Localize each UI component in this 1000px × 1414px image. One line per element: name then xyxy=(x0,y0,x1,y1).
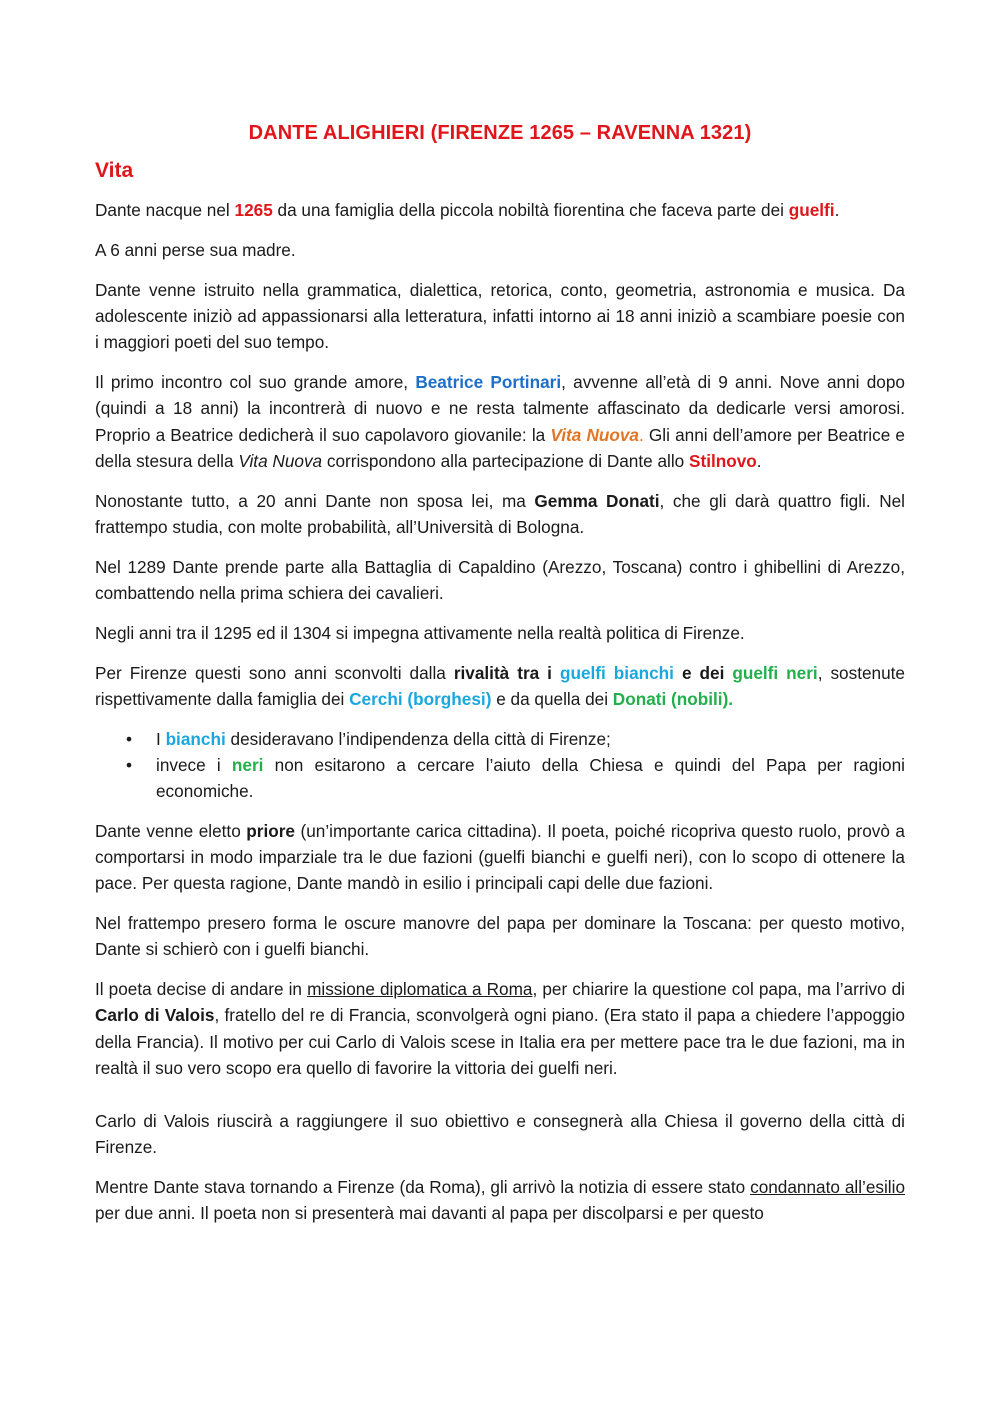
text-run: , per chiarire la questione col papa, ma l’arrivo di xyxy=(532,979,905,1000)
paragraph-carlo-outcome xyxy=(95,1108,905,1161)
family-donati: Donati (nobili). xyxy=(612,688,734,709)
text-run: Per Firenze questi sono anni sconvolti dalla xyxy=(95,662,454,683)
text-e-dei: e dei xyxy=(673,662,733,683)
text-run: e da quella dei xyxy=(491,688,613,709)
text-run: desideravano l’indipendenza della città di Firenze; xyxy=(225,728,611,749)
text-run: Il primo incontro col suo grande amore, xyxy=(95,371,416,392)
paragraph-beatrice xyxy=(95,369,905,474)
paragraph-battle: Nel 1289 Dante prende parte alla Battaglia di Capaldino (Arezzo, Toscana) contro i ghibellini di Arezzo, combattendo nella prima schiera dei cavalieri. xyxy=(95,556,905,604)
term-neri: neri xyxy=(231,755,264,776)
term-bianchi: bianchi xyxy=(165,728,226,749)
term-stilnovo: Stilnovo xyxy=(689,450,757,471)
text-run: invece i xyxy=(156,755,232,776)
text-run: Nonostante tutto, a 20 anni Dante non sposa lei, ma xyxy=(95,490,535,511)
term-rivalita: rivalità tra i xyxy=(453,662,552,683)
text-run xyxy=(552,663,560,683)
text-run: (un’importante carica cittadina). Il poeta, poiché ricopriva questo ruolo, provò a comportarsi in modo imparziale tra le due fazioni (guelfi bianchi e guelfi neri), con lo scopo di ottenere la pace. Per questa ragione, Dante mandò in esilio i principali capi delle due fazioni. xyxy=(95,820,905,894)
text-run: . xyxy=(834,200,840,220)
orange-period: . xyxy=(638,424,644,445)
phrase-condannato-esilio: condannato all’esilio xyxy=(750,1176,906,1197)
paragraph-education: Dante venne istruito nella grammatica, dialettica, retorica, conto, geometria, astronomia e musica. Da adolescente iniziò ad appassionarsi alla letteratura, infatti intorno ai 18 anni iniziò a scambiare poesie con i maggiori poeti del suo tempo. xyxy=(95,279,905,353)
list-item-bianchi xyxy=(95,726,905,752)
phrase-missione-diplomatica: missione diplomatica a Roma xyxy=(307,979,533,1000)
paragraph-priore xyxy=(95,818,905,897)
text-run: Mentre Dante stava tornando a Firenze (da Roma), gli arrivò la notizia di essere stato xyxy=(95,1176,751,1197)
family-cerchi: Cerchi (borghesi) xyxy=(349,688,492,709)
section-heading-vita: Vita xyxy=(95,159,134,182)
name-carlo-di-valois: Carlo di Valois xyxy=(95,1005,215,1026)
text-run: non esitarono a cercare l’aiuto della Chiesa e quindi del Papa per ragioni economiche. xyxy=(156,755,905,802)
term-guelfi-bianchi: guelfi bianchi xyxy=(559,662,674,683)
text-run: , fratello del re di Francia, sconvolgerà ogni piano. (Era stato il papa a chiedere l’appoggio della Francia). Il motivo per cui Carlo di Valois scese in Italia era per mettere pace tra le due fazioni, ma in realtà il suo vero scopo era quello di favorire la vittoria dei guelfi neri. xyxy=(95,1005,905,1079)
list-item-neri xyxy=(95,752,905,805)
text-run: Gli anni dell’amore per Beatrice e della stesura della xyxy=(95,424,905,471)
term-guelfi: guelfi xyxy=(788,200,835,220)
name-beatrice-portinari: Beatrice Portinari xyxy=(415,371,562,392)
text-run: Carlo di Valois riuscirà a raggiungere il suo obiettivo e consegnerà alla Chiesa il governo della città di Firenze. xyxy=(95,1110,905,1158)
text-run: da una famiglia della piccola nobiltà fiorentina che faceva parte dei xyxy=(272,200,789,220)
text-run: , avvenne all’età di 9 anni. Nove anni dopo (quindi a 18 anni) la incontrerà di nuovo e ne resta talmente affascinato da dedicarle versi amorosi. Proprio a Beatrice dedicherà il suo capolavoro giovanile: la xyxy=(95,371,905,445)
factions-list xyxy=(95,726,905,805)
text-run: , sostenute rispettivamente dalla famiglia dei xyxy=(95,662,905,709)
paragraph-mission xyxy=(95,976,905,1081)
work-vita-nuova-italic: Vita Nuova xyxy=(238,450,323,471)
term-guelfi-neri: guelfi neri xyxy=(732,662,818,683)
paragraph-marriage xyxy=(95,488,905,541)
paragraph-papal-maneuvers: Nel frattempo presero forma le oscure manovre del papa per dominare la Toscana: per questo motivo, Dante si schierò con i guelfi bianchi. xyxy=(95,913,905,960)
document-title: DANTE ALIGHIERI (FIRENZE 1265 – RAVENNA 1321) xyxy=(248,122,752,144)
text-run: per due anni. Il poeta non si presenterà mai davanti al papa per discolparsi e per questo xyxy=(95,1203,764,1224)
paragraph-mother: A 6 anni perse sua madre. xyxy=(95,239,296,260)
work-vita-nuova: Vita Nuova xyxy=(550,424,639,445)
text-run: Dante nacque nel xyxy=(95,200,235,220)
text-run: Il poeta decise di andare in xyxy=(95,979,308,1000)
blank-line xyxy=(95,1095,905,1108)
term-priore: priore xyxy=(246,820,295,841)
text-run: I xyxy=(156,728,166,749)
paragraph-rivalry xyxy=(95,660,905,713)
paragraph-exile xyxy=(95,1174,905,1227)
bullet-icon: • xyxy=(126,755,133,776)
paragraph-birth xyxy=(95,197,905,223)
bullet-icon: • xyxy=(126,728,133,749)
paragraph-politics: Negli anni tra il 1295 ed il 1304 si impegna attivamente nella realtà politica di Firenze. xyxy=(95,622,745,643)
text-run: Dante venne eletto xyxy=(95,820,247,841)
name-gemma-donati: Gemma Donati xyxy=(534,490,660,511)
year-1265: 1265 xyxy=(234,200,273,220)
text-run: corrispondono alla partecipazione di Dante allo xyxy=(322,450,689,471)
text-run: , che gli darà quattro figli. Nel frattempo studia, con molte probabilità, all’Università di Bologna. xyxy=(95,490,905,537)
text-run: . xyxy=(756,450,762,471)
